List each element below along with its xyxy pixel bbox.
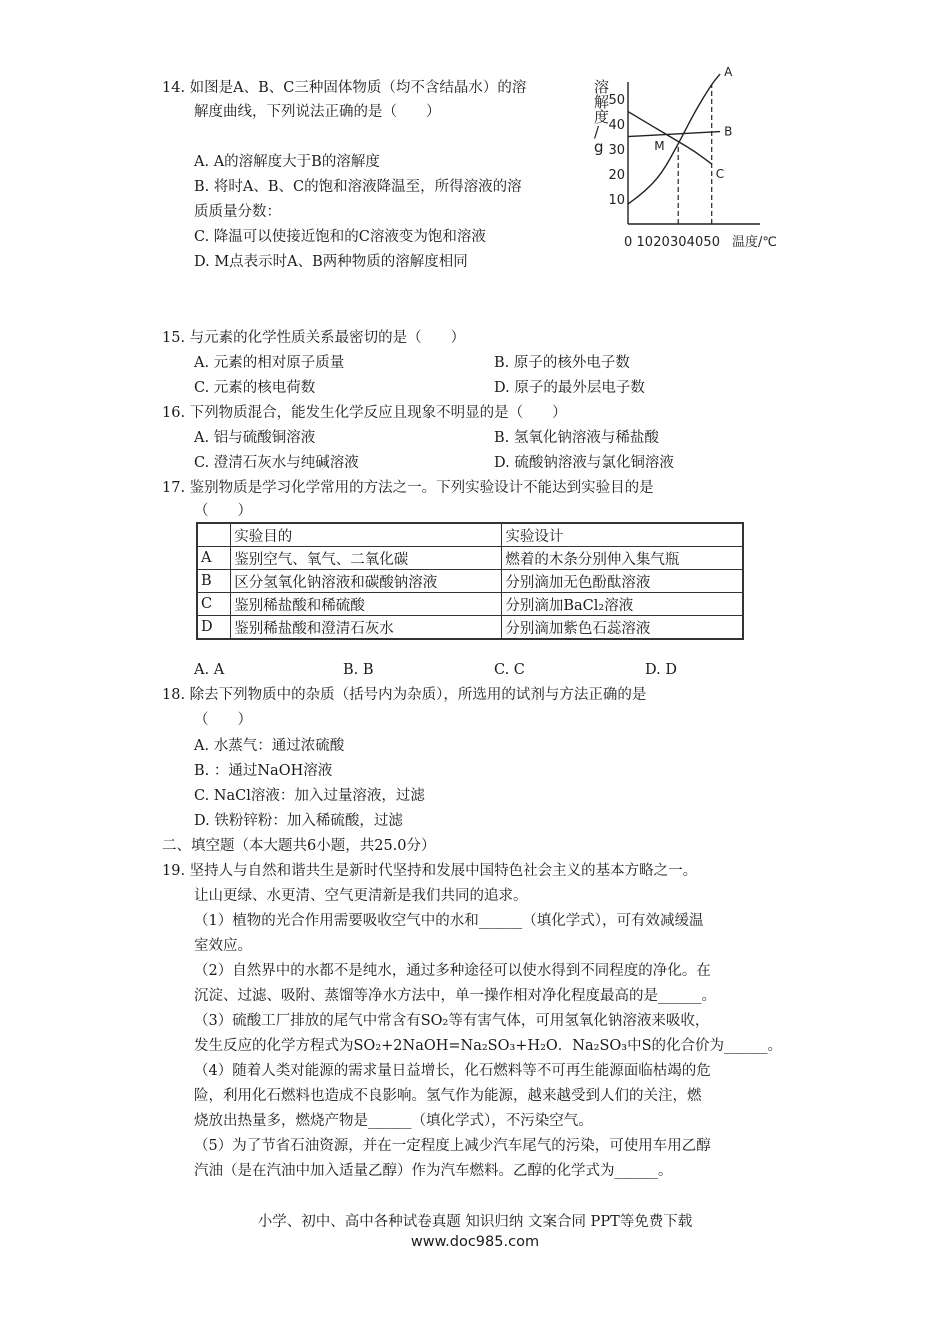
q17-stem: 17. 鉴别物质是学习化学常用的方法之一。下列实验设计不能达到实验目的是 bbox=[162, 480, 654, 496]
q17-option-b: B. B bbox=[343, 662, 374, 678]
y-tick-label: 20 bbox=[608, 168, 625, 184]
table-cell: 分别滴加无色酚酞溶液 bbox=[502, 570, 743, 593]
table-row bbox=[197, 547, 743, 570]
q18-option-b: B. ：通过NaOH溶液 bbox=[194, 763, 333, 779]
series-label: A bbox=[724, 65, 733, 80]
y-tick-label: 50 bbox=[608, 93, 625, 109]
footer-text: 小学、初中、高中各种试卷真题 知识归纳 文案合同 PPT等免费下载 bbox=[257, 1214, 693, 1230]
q16-option-d: D. 硫酸钠溶液与氯化铜溶液 bbox=[494, 455, 674, 471]
x-tick-label: 20 bbox=[653, 235, 670, 250]
x-tick-label: 50 bbox=[703, 235, 720, 250]
y-tick-label: 30 bbox=[608, 143, 625, 159]
y-label-char: 溶 bbox=[594, 78, 610, 96]
table-header-cell: 实验设计 bbox=[502, 523, 743, 547]
q17-option-d: D. D bbox=[645, 662, 677, 678]
series-c-line bbox=[628, 112, 712, 164]
x-axis-label: 温度/℃ bbox=[732, 235, 777, 250]
q16-option-c: C. 澄清石灰水与纯碱溶液 bbox=[194, 455, 359, 471]
q17-table bbox=[196, 522, 744, 640]
x-tick-label: 40 bbox=[686, 235, 704, 250]
q15-option-c: C. 元素的核电荷数 bbox=[194, 380, 316, 396]
q14-option-b-cont: 质质量分数： bbox=[194, 204, 281, 220]
section-heading: 二、填空题（本大题共6小题，共25.0分） bbox=[162, 838, 436, 854]
table-cell: 鉴别稀盐酸和澄清石灰水 bbox=[231, 616, 502, 640]
y-tick-label: 10 bbox=[608, 193, 625, 209]
solubility-chart bbox=[590, 65, 790, 260]
series-label: C bbox=[715, 167, 725, 182]
q19-line: （1）植物的光合作用需要吸收空气中的水和______（填化学式），可有效减缓温 bbox=[194, 913, 704, 929]
series-b-line bbox=[628, 132, 720, 137]
q18-stem: 18. 除去下列物质中的杂质（括号内为杂质），所选用的试剂与方法正确的是 bbox=[162, 687, 647, 703]
q19-line: （4）随着人类对能源的需求量日益增长，化石燃料等不可再生能源面临枯竭的危 bbox=[194, 1063, 711, 1079]
q19-line: （3）硫酸工厂排放的尾气中常含有SO₂等有害气体，可用氢氧化钠溶液来吸收， bbox=[194, 1013, 710, 1029]
q17-paren: （ ） bbox=[194, 503, 252, 519]
q19-line: 汽油（是在汽油中加入适量乙醇）作为汽车燃料。乙醇的化学式为______。 bbox=[194, 1163, 673, 1179]
point-m-label: M bbox=[654, 138, 665, 153]
q17-option-c: C. C bbox=[494, 662, 525, 678]
q17-option-a: A. A bbox=[194, 662, 225, 678]
q14-option-a: A. A的溶解度大于B的溶解度 bbox=[194, 154, 380, 170]
q19-line: 室效应。 bbox=[194, 938, 252, 954]
table-cell: 分别滴加紫色石蕊溶液 bbox=[502, 616, 743, 640]
table-cell: 燃着的木条分别伸入集气瓶 bbox=[502, 547, 743, 570]
q15-stem: 15. 与元素的化学性质关系最密切的是（ ） bbox=[162, 330, 466, 346]
q14-stem-line2: 解度曲线，下列说法正确的是（ ） bbox=[194, 104, 441, 120]
table-row bbox=[197, 593, 743, 616]
q19-line: 烧放出热量多，燃烧产物是______（填化学式），不污染空气。 bbox=[194, 1113, 593, 1129]
table-header-row bbox=[197, 523, 743, 547]
y-label-char: / bbox=[594, 123, 600, 141]
q18-option-a: A. 水蒸气：通过浓硫酸 bbox=[194, 738, 345, 754]
y-axis-label bbox=[594, 78, 609, 156]
table-cell: B bbox=[197, 570, 231, 593]
x-tick-label: 10 bbox=[636, 235, 654, 250]
y-tick-label: 40 bbox=[608, 118, 625, 134]
q15-option-a: A. 元素的相对原子质量 bbox=[194, 355, 345, 371]
q19-line: 险，利用化石燃料也造成不良影响。氢气作为能源，越来越受到人们的关注，燃 bbox=[194, 1088, 702, 1104]
series-group bbox=[628, 65, 733, 204]
q19-line: 沉淀、过滤、吸附、蒸馏等净水方法中，单一操作相对净化程度最高的是______。 bbox=[194, 988, 716, 1004]
y-label-char: 度 bbox=[594, 108, 610, 126]
q18-option-d: D. 铁粉锌粉：加入稀硫酸，过滤 bbox=[194, 813, 403, 829]
table-cell: C bbox=[197, 593, 231, 616]
table-cell: 分别滴加BaCl₂溶液 bbox=[502, 593, 743, 616]
y-tick-labels bbox=[608, 93, 625, 208]
q16-option-b: B. 氢氧化钠溶液与稀盐酸 bbox=[494, 430, 659, 446]
q14-option-d: D. M点表示时A、B两种物质的溶解度相同 bbox=[194, 254, 468, 270]
q18-paren: （ ） bbox=[194, 712, 252, 728]
footer-url: www.doc985.com bbox=[410, 1234, 540, 1250]
q15-option-d: D. 原子的最外层电子数 bbox=[494, 380, 645, 396]
table-row bbox=[197, 616, 743, 640]
x-tick-label: 30 bbox=[669, 235, 687, 250]
q19-line: （5）为了节省石油资源，并在一定程度上减少汽车尾气的污染，可使用车用乙醇 bbox=[194, 1138, 711, 1154]
q19-line: 19. 坚持人与自然和谐共生是新时代坚持和发展中国特色社会主义的基本方略之一。 bbox=[162, 863, 698, 879]
q14-stem-line1: 14. 如图是A、B、C三种固体物质（均不含结晶水）的溶 bbox=[162, 80, 527, 96]
q19-line: 发生反应的化学方程式为SO₂+2NaOH=Na₂SO₃+H₂O．Na₂SO₃中S的化合价为______。 bbox=[194, 1038, 783, 1054]
x-tick-labels bbox=[636, 235, 720, 250]
q16-option-a: A. 铝与硫酸铜溶液 bbox=[194, 430, 316, 446]
q18-option-c: C. NaCl溶液：加入过量溶液，过滤 bbox=[194, 788, 425, 804]
table-cell: 鉴别稀盐酸和稀硫酸 bbox=[231, 593, 502, 616]
origin-label: 0 bbox=[624, 235, 633, 250]
y-label-char: g bbox=[594, 138, 604, 156]
q16-stem: 16. 下列物质混合，能发生化学反应且现象不明显的是（ ） bbox=[162, 405, 567, 421]
q14-option-c: C. 降温可以使接近饱和的C溶液变为饱和溶液 bbox=[194, 229, 486, 245]
q19-line: 让山更绿、水更清、空气更清新是我们共同的追求。 bbox=[194, 888, 528, 904]
table-row bbox=[197, 570, 743, 593]
series-label: B bbox=[724, 124, 733, 139]
table-header-cell: 实验目的 bbox=[231, 523, 502, 547]
table-cell: D bbox=[197, 616, 231, 640]
table-cell: 鉴别空气、氧气、二氧化碳 bbox=[231, 547, 502, 570]
dashed-guides bbox=[678, 84, 711, 224]
table-cell: A bbox=[197, 547, 231, 570]
q14-option-b: B. 将时A、B、C的饱和溶液降温至，所得溶液的溶 bbox=[194, 179, 522, 195]
q19-line: （2）自然界中的水都不是纯水，通过多种途径可以使水得到不同程度的净化。在 bbox=[194, 963, 711, 979]
y-label-char: 解 bbox=[594, 93, 610, 111]
q15-option-b: B. 原子的核外电子数 bbox=[494, 355, 630, 371]
table-cell: 区分氢氧化钠溶液和碳酸钠溶液 bbox=[231, 570, 502, 593]
table-header-cell bbox=[197, 523, 231, 547]
